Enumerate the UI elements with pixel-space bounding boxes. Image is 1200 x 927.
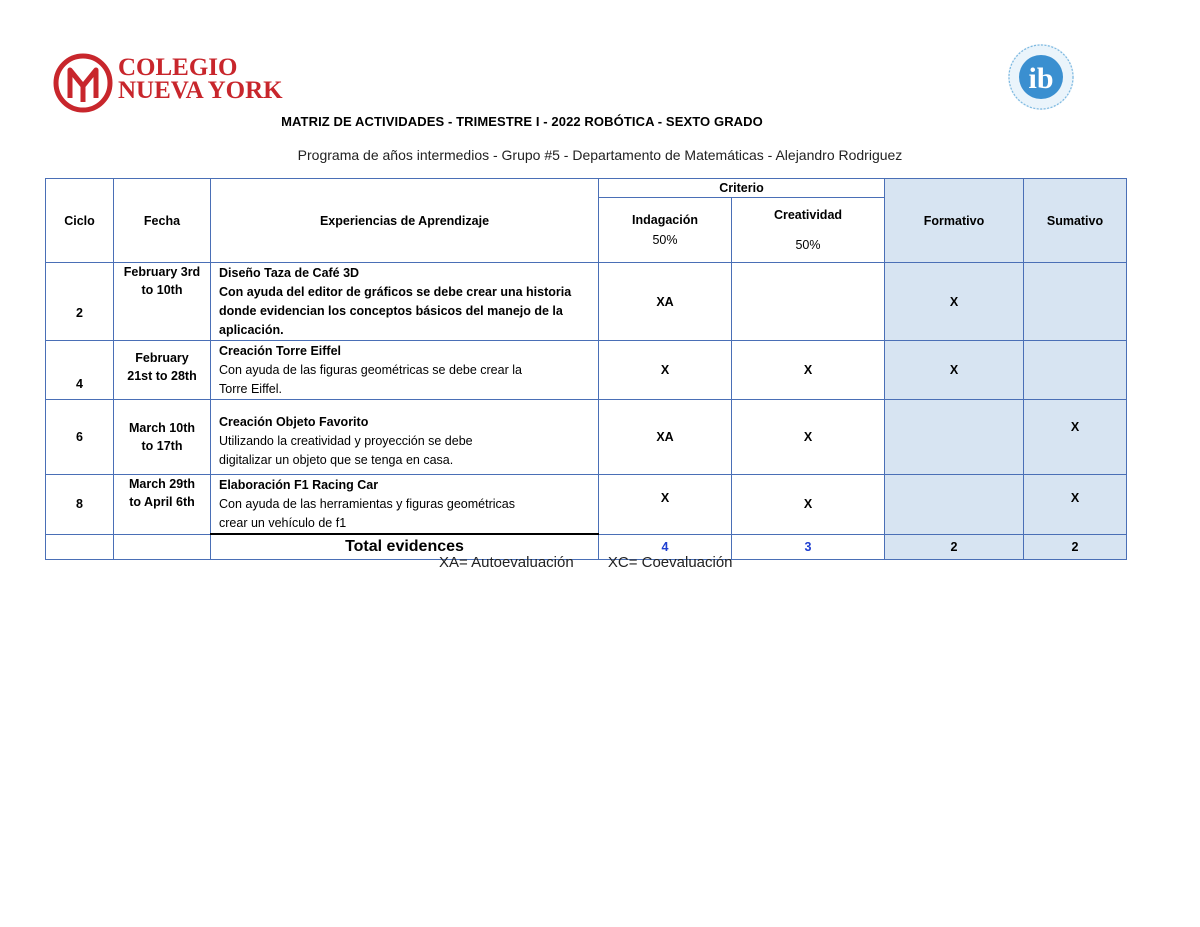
school-name-line1: COLEGIO (118, 54, 238, 81)
cell-sumativo (1024, 341, 1127, 400)
header-experiencias: Experiencias de Aprendizaje (211, 179, 599, 263)
fecha-line2: to 17th (141, 439, 183, 453)
cell-sumativo: X (1024, 400, 1127, 475)
cell-indagacion: XA (599, 400, 732, 475)
cell-formativo (885, 475, 1024, 535)
total-creatividad: 3 (732, 534, 885, 559)
header-fecha: Fecha (114, 179, 211, 263)
cell-fecha (114, 263, 211, 341)
header-criterio: Criterio (599, 179, 885, 198)
total-indagacion: 4 (599, 534, 732, 559)
cell-experiencia (211, 341, 599, 400)
table-row (46, 400, 1127, 475)
header-sumativo: Sumativo (1024, 179, 1127, 263)
cell-creatividad: X (732, 400, 885, 475)
cell-experiencia (211, 475, 599, 535)
cell-formativo: X (885, 341, 1024, 400)
creatividad-percent: 50% (795, 238, 821, 252)
cell-sumativo: X (1024, 475, 1127, 535)
colegio-monogram-icon (52, 52, 114, 114)
activity-desc-line2: donde evidencian los conceptos básicos del manejo de la (219, 304, 563, 318)
legend-xa: XA= Autoevaluación (439, 554, 574, 571)
cell-indagacion: XA (599, 263, 732, 341)
activity-title: Diseño Taza de Café 3D (219, 266, 360, 280)
cell-ciclo: 2 (46, 263, 114, 341)
totals-label: Total evidences (211, 534, 599, 559)
table-row (46, 341, 1127, 400)
fecha-line1: March 10th (129, 421, 195, 435)
cell-experiencia (211, 263, 599, 341)
activity-title: Creación Objeto Favorito (219, 414, 369, 429)
activity-desc-line1: Con ayuda del editor de gráficos se debe crear una historia (219, 285, 572, 299)
activity-title: Creación Torre Eiffel (219, 344, 342, 358)
activity-desc-line1: Con ayuda de las herramientas y figuras geométricas (219, 497, 515, 511)
fecha-line1: March 29th (129, 477, 195, 491)
ib-logo-text: ib (1028, 62, 1054, 95)
fecha-line2: 21st to 28th (127, 369, 197, 383)
cell-fecha (114, 341, 211, 400)
cell-experiencia (211, 400, 599, 475)
cell-ciclo: 4 (46, 341, 114, 400)
activity-desc-line1: Con ayuda de las figuras geométricas se debe crear la (219, 363, 522, 377)
total-formativo: 2 (885, 534, 1024, 559)
ib-world-school-icon (1002, 42, 1080, 112)
totals-empty-fecha (114, 534, 211, 559)
table-header-row (46, 179, 1127, 198)
cell-indagacion: X (599, 475, 732, 535)
activity-title: Elaboración F1 Racing Car (219, 478, 379, 492)
header-creatividad (732, 198, 885, 263)
header-ciclo: Ciclo (46, 179, 114, 263)
page-title: MATRIZ DE ACTIVIDADES - TRIMESTRE I - 2022 ROBÓTICA - SEXTO GRADO (281, 114, 763, 129)
activity-desc-line2: Torre Eiffel. (219, 382, 282, 396)
cell-ciclo: 6 (46, 400, 114, 475)
fecha-line1: February 3rd (123, 265, 201, 279)
legend (439, 554, 733, 571)
cell-fecha (114, 400, 211, 475)
fecha-line2: to April 6th (129, 495, 195, 509)
activity-desc-line1: Utilizando la creatividad y proyección se debe (219, 433, 473, 448)
creatividad-label: Creatividad (773, 208, 843, 222)
header-indagacion (599, 198, 732, 263)
total-sumativo: 2 (1024, 534, 1127, 559)
ib-logo (1002, 42, 1080, 112)
school-name (118, 56, 283, 102)
activities-matrix (45, 178, 1127, 560)
school-name-line2: NUEVA YORK (118, 77, 283, 104)
legend-xc: XC= Coevaluación (607, 554, 733, 571)
table-row (46, 475, 1127, 535)
cell-formativo (885, 400, 1024, 475)
indagacion-percent: 50% (652, 233, 678, 247)
activity-desc-line2: crear un vehículo de f1 (219, 516, 347, 530)
header-formativo: Formativo (885, 179, 1024, 263)
cell-sumativo (1024, 263, 1127, 341)
cell-creatividad (732, 263, 885, 341)
cell-creatividad: X (732, 475, 885, 535)
cell-ciclo: 8 (46, 475, 114, 535)
school-logo (52, 52, 312, 114)
fecha-line1: February (135, 351, 189, 365)
activity-desc-line2: digitalizar un objeto que se tenga en casa. (219, 452, 454, 467)
fecha-line2: to 10th (141, 283, 183, 297)
totals-empty-ciclo (46, 534, 114, 559)
cell-indagacion: X (599, 341, 732, 400)
activity-desc-line3: aplicación. (219, 323, 284, 337)
indagacion-label: Indagación (632, 213, 698, 227)
table-row (46, 263, 1127, 341)
cell-creatividad: X (732, 341, 885, 400)
page-subtitle: Programa de años intermedios - Grupo #5 - Departamento de Matemáticas - Alejandro Rodriguez (297, 147, 903, 163)
cell-fecha (114, 475, 211, 535)
cell-formativo: X (885, 263, 1024, 341)
